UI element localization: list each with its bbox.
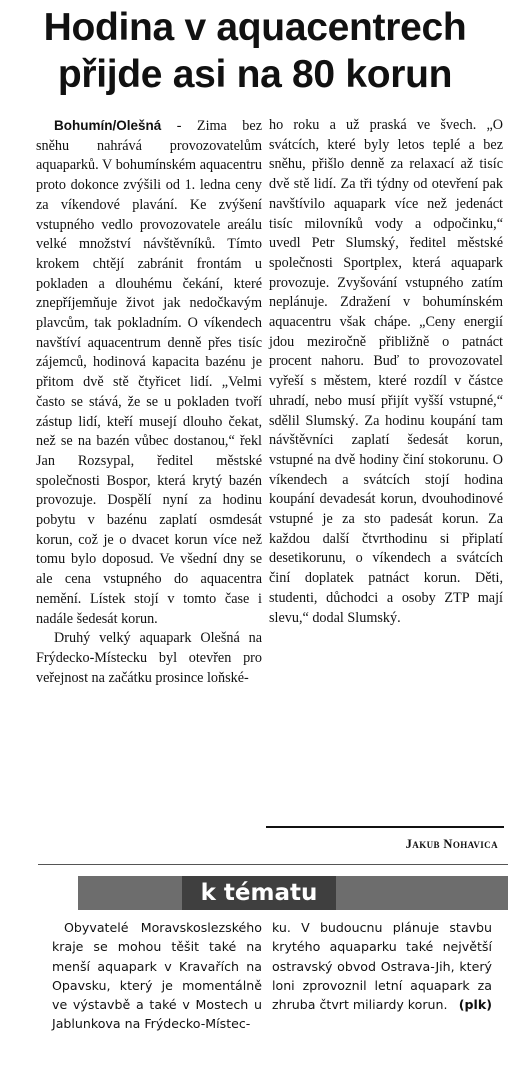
sidebar-text-2-body: ku. V budoucnu plánuje stavbu krytého aquaparku také největší ostravský obvod Ostrava-Jih, který loni zprovoznil letní aquapark za zhruba čtvrt miliardy korun.	[272, 920, 492, 1013]
sidebar-column-1	[52, 918, 262, 1034]
sidebar-top-rule	[38, 864, 508, 865]
sidebar-signature: (plk)	[458, 997, 492, 1013]
author-divider	[266, 826, 504, 828]
article-column-2	[269, 116, 503, 628]
article-paragraph-2: Druhý velký aquapark Olešná na Frýdecko-Místecku byl otevřen pro veřejnost na začátku prosince loňské-	[36, 630, 262, 686]
headline-line-1: Hodina v aquacentrech	[43, 6, 467, 49]
author-byline: Jakub Nohavica	[405, 837, 498, 851]
dateline: Bohumín/Olešná	[54, 118, 162, 133]
article-paragraph-1-text: - Zima bez sněhu nahrává provozovatelům aquaparků. V bohumínském aquacentru proto dokonce zvýšili od 1. ledna ceny za víkendové plavání. Ke zvýšení vstupného vedlo provozovatele areálu velké množství návštěvníků. Tímto krokem chtějí zabránit frontám u pokladen a dlouhému čekání, které znepříjemňuje život jak nedočkavým plavcům, tak pokladním. O víkendech navštíví aquacentrum denně přes tisíc zájemců, hodinová kapacita bazénu je přitom dvě stě čtyřicet lidí. „Velmi často se stává, že se u pokladen tvoří zástup lidí, kteří musejí dlouho čekat, než se na bazén vůbec dostanou,“ řekl Jan Rozsypal, ředitel městské společnosti Bospor, která krytý bazén provozuje. Dospělí nyní za hodinu pobytu v bazénu zaplatí osmdesát korun, což je o dvacet korun více než tomu bylo doposud. Ve všední dny se ale cena vstupného do aquacentra nemění. Lístek stojí v tomto čase i nadále šedesát korun.	[36, 118, 262, 627]
article-paragraph-1	[36, 116, 262, 629]
headline	[0, 4, 510, 98]
article-paragraph-3: ho roku a už praská ve švech. „O svátcích, které byly letos teplé a bez sněhu, přišlo denně za relaxací až tisíc dvě stě lidí. Za tři týdny od otevření pak navštívilo aquapark více než jedenáct tisíc milovníků vody a odpočinku,“ uvedl Petr Slumský, ředitel městské společnosti Sportplex, která aquapark provozuje. Zvyšování vstupného zatím neplánuje. Zdražení v bohumínském aquacentru však chápe. „Ceny energií jdou meziročně přibližně o patnáct procent nahoru. Buď to provozovatel vyřeší s městem, které rozdíl v částce uhradí, nebo musí přijít vyšší vstupné,“ sdělil Slumský. Za hodinu koupání tam návštěvníci zaplatí šedesát korun, vstupné na dvě hodiny činí stokorunu. O víkendech a svátcích stojí hodina koupání devadesát korun, dvouhodinové vstupné je za sto padesát korun. Za každou další čtvrthodinu si připlatí desetikorunu, o víkendech a svátcích činí doplatek patnáct korun. Děti, studenti, důchodci a osoby ZTP mají slevu,“ dodal Slumský.	[269, 117, 503, 626]
article-column-1	[36, 116, 262, 688]
sidebar-text-1: Obyvatelé Moravskoslezského kraje se mohou těšit také na menší aquapark v Kravařích na Opavsku, který je momentálně ve výstavbě a také v Mostech u Jablunkova na Frýdecko-Místec-	[52, 920, 262, 1032]
headline-line-2: přijde asi na 80 korun	[57, 53, 453, 96]
sidebar-label: k tématu	[182, 876, 336, 910]
sidebar-column-2	[272, 918, 492, 1014]
sidebar-text-2	[272, 918, 492, 1014]
